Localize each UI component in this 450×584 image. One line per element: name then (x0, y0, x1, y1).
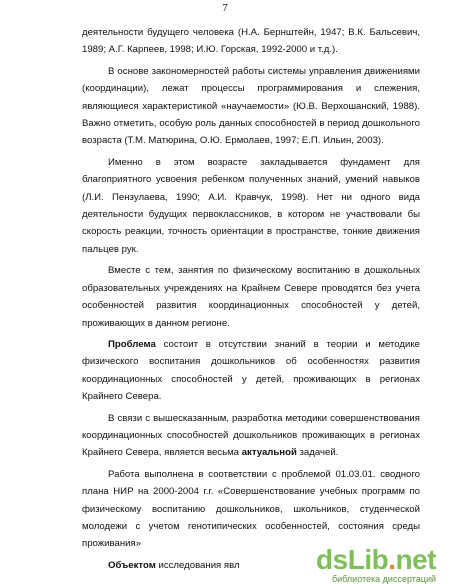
paragraph-2: В основе закономерностей работы системы управления движениями (координации), лежат процессы программирования и слежения, являющиеся характеристикой «научаемости» (Ю.В. Верхошанский, 1988). Важно отметить, особую роль данных способностей в период дошкольного возраста (Т.М. Матюрина, О.Ю. Ермолаев, 1997; Е.П. Ильин, 2003). (82, 65, 420, 147)
page-number: 7 (222, 2, 228, 14)
paragraph-7: Работа выполнена в соответствии с проблемой 01.03.01. сводного плана НИР на 2000-2004 г.г. «Совершенствование учебных программ по физическому воспитанию дошкольников, школьников, студенческой молодежи с учетом генотипических особенностей, состояния среды проживания» (82, 468, 420, 550)
problem-term: Проблема (108, 338, 156, 350)
watermark-logo-tld: net (395, 544, 436, 575)
paragraph-1: деятельности будущего человека (Н.А. Бернштейн, 1947; В.К. Бальсевич, 1989; А.Г. Карпеев, 1998; И.Ю. Горская, 1992-2000 и т.д.). (82, 27, 420, 56)
relevance-term: актуальной (241, 447, 297, 459)
watermark-tagline: библиотека диссертаций (331, 574, 436, 584)
object-term: Объектом (108, 559, 156, 571)
paragraph-3: Именно в этом возрасте закладывается фундамент для благоприятного усвоения ребенком полученных знаний, умений навыков (Л.И. Пензулаева, 1990; А.И. Кравчук, 1998). Нет ни одного вида деятельности будущих первоклассников, в котором не участвовали бы скорость реакции, точность ориентации в пространстве, тонкие движения пальцев рук. (82, 156, 420, 255)
paragraph-6 (82, 410, 420, 462)
relevance-lead: В связи с вышесказанным, разработка методики совершенствования координационных способностей дошкольников проживающих в регионах Крайнего Севера, является весьма (82, 412, 420, 459)
object-text: исследования явл (155, 559, 240, 571)
paragraph-5 (82, 336, 420, 406)
dslib-watermark (316, 544, 436, 584)
watermark-logo (316, 544, 436, 576)
paragraph-4: Вместе с тем, занятия по физическому воспитанию в дошкольных образовательных учреждениях на Крайнем Севере проводятся без учета особенностей развития координационных способностей у детей, проживающих в данном регионе. (82, 265, 420, 329)
relevance-text: задачей. (296, 447, 339, 459)
watermark-logo-dot: . (388, 544, 396, 575)
document-body (82, 24, 420, 575)
watermark-logo-main: dsLib (316, 544, 389, 575)
problem-text: состоит в отсутствии знаний в теории и методике физического воспитания дошкольников об особенностях развития координационных способностей у детей, проживающих в регионах Крайнего Севера. (82, 338, 420, 403)
